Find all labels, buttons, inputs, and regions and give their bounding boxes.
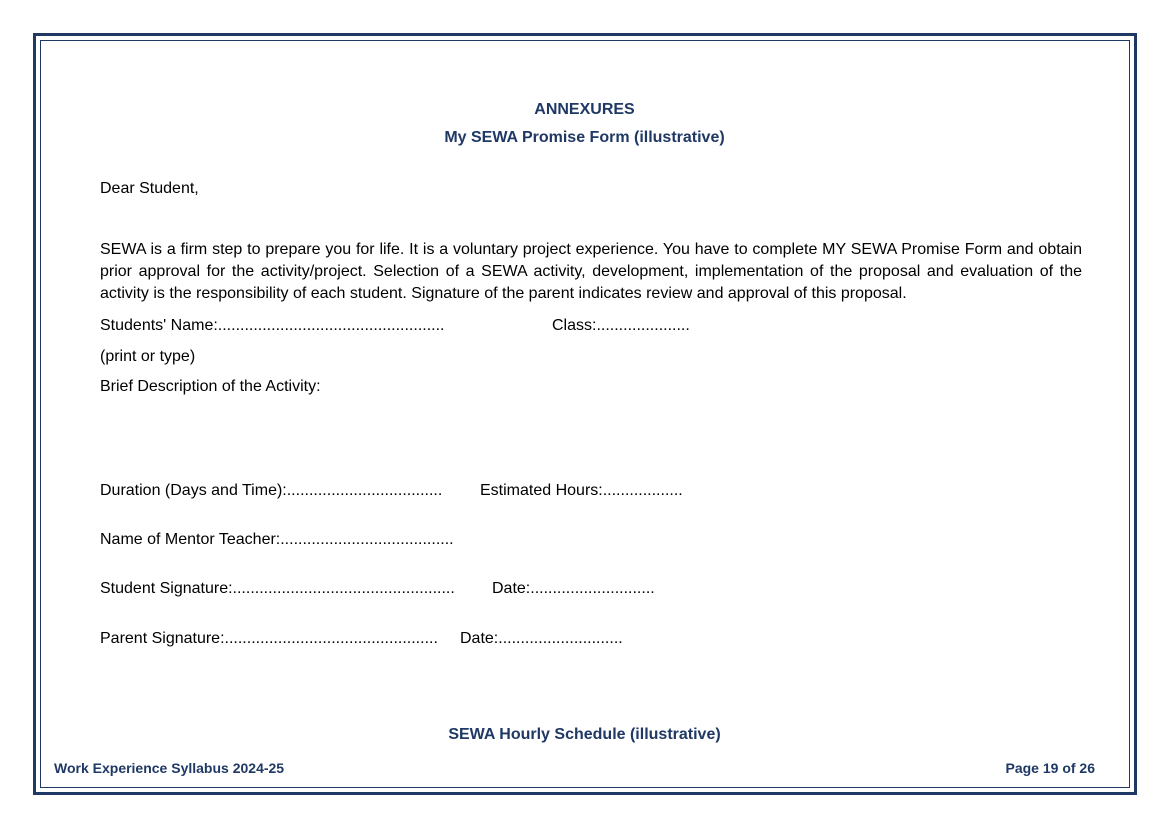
estimated-hours-field: Estimated Hours:..................	[480, 482, 683, 499]
footer-syllabus-title: Work Experience Syllabus 2024-25	[54, 760, 285, 776]
intro-paragraph: SEWA is a firm step to prepare you for life. It is a voluntary project experience. You have to complete MY SEWA Promise Form and obtain prior approval for the activity/project. Selection of a SEWA activity, development, implementation of the proposal and evaluation of the activity is the responsibility of each student. Signature of the parent indicates review and approval of this proposal.	[100, 241, 1082, 302]
student-signature-field: Student Signature:..................................................	[100, 580, 455, 597]
class-field: Class:.....................	[552, 317, 690, 334]
footer-page-number: Page 19 of 26	[1005, 760, 1095, 776]
duration-field: Duration (Days and Time):...................................	[100, 482, 443, 499]
page-border-inner	[40, 40, 1130, 788]
promise-form-title: My SEWA Promise Form (illustrative)	[444, 129, 725, 146]
parent-date-field: Date:............................	[460, 630, 623, 647]
print-note: (print or type)	[100, 348, 196, 365]
brief-description-label: Brief Description of the Activity:	[100, 378, 321, 395]
mentor-teacher-field: Name of Mentor Teacher:.......................................	[100, 531, 454, 548]
student-name-field: Students' Name:...................................................	[100, 317, 445, 334]
parent-signature-field: Parent Signature:................................................	[100, 630, 438, 647]
annexures-heading: ANNEXURES	[534, 101, 635, 118]
salutation: Dear Student,	[100, 180, 199, 197]
student-date-field: Date:............................	[492, 580, 655, 597]
hourly-schedule-title: SEWA Hourly Schedule (illustrative)	[448, 726, 721, 743]
